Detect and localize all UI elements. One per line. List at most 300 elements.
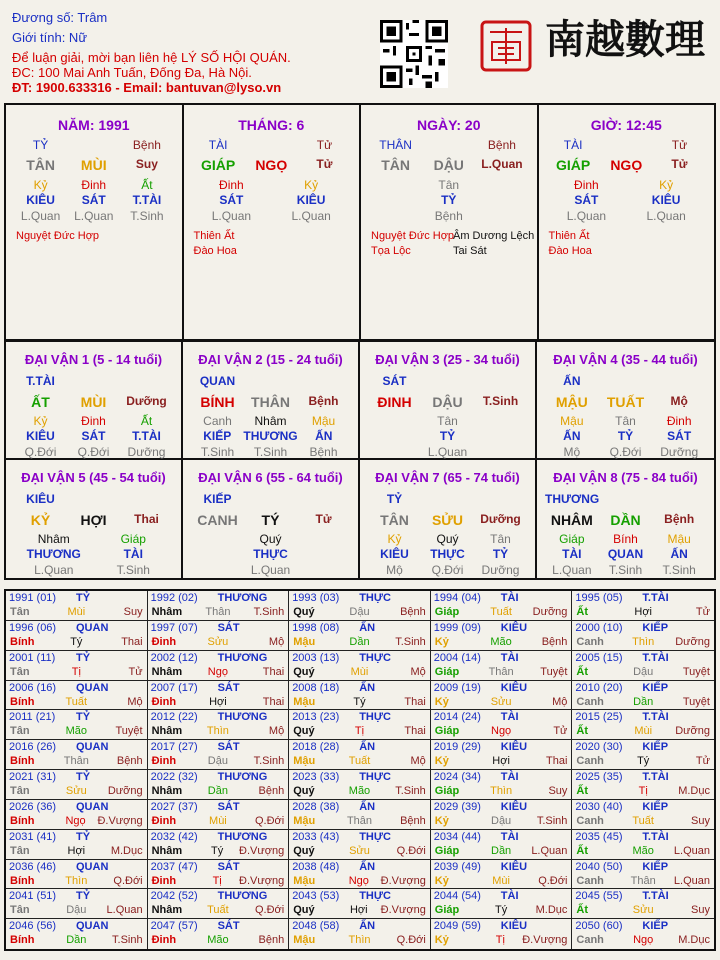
year-stem: Mậu [293, 635, 316, 648]
year-detail-row [293, 785, 426, 797]
luck-hidden-star: KIÊU [380, 547, 409, 561]
year-detail-row [293, 904, 426, 916]
luck-hidden-star-row [368, 547, 527, 561]
luck-period-title: ĐẠI VẬN 5 (45 - 54 tuổi) [21, 470, 166, 485]
luck-hidden-state-row [191, 445, 350, 459]
year-branch: Thìn [348, 934, 371, 947]
hidden-star-row [14, 193, 174, 207]
year-cell [572, 830, 714, 860]
luck-hidden-star: QUAN [607, 547, 644, 561]
luck-hidden-state: L.Quan [250, 563, 291, 577]
earthly-branch: NGỌ [255, 157, 288, 173]
year-star: THỰC [359, 890, 391, 903]
luck-hidden-star: SÁT [81, 429, 106, 443]
luck-hidden-stem: Ất [140, 414, 153, 428]
year-branch: Thân [63, 755, 89, 768]
year-detail-row [576, 696, 710, 708]
year-stem: Canh [576, 814, 604, 827]
year-detail-row [152, 725, 285, 737]
year-label: 1992 (02) [150, 592, 198, 604]
year-cell [572, 621, 714, 651]
year-branch: Hợi [492, 755, 510, 768]
hidden-star: TỶ [441, 193, 457, 207]
year-star: TÀI [500, 711, 519, 724]
year-stem: Kỷ [434, 695, 449, 708]
luck-stem: ĐINH [377, 394, 412, 410]
year-detail-row [10, 725, 143, 737]
year-state: Thai [262, 695, 285, 708]
year-branch: Dậu [491, 814, 512, 827]
luck-state: Bệnh [664, 512, 695, 526]
luck-hidden-stem-row [191, 532, 350, 546]
luck-hidden-stem: Giáp [559, 532, 585, 546]
year-cell [6, 889, 148, 919]
year-cell [289, 770, 431, 800]
year-detail-row [435, 904, 568, 916]
pillar-stem-row [369, 157, 529, 173]
luck-hidden-stem: Giáp [120, 532, 146, 546]
year-branch: Hợi [349, 904, 368, 917]
contact-line-2: ĐC: 100 Mai Anh Tuấn, Đống Đa, Hà Nội. [12, 65, 252, 80]
year-state: L.Quan [106, 904, 143, 917]
luck-hidden-star-row [14, 547, 173, 561]
year-detail-row [576, 636, 710, 648]
luck-hidden-stem: Mậu [560, 414, 584, 428]
year-cell [431, 740, 573, 770]
year-star: TỶ [76, 711, 91, 724]
year-label: 2050 (60) [575, 920, 623, 933]
year-cell [148, 800, 290, 830]
luck-star-row [14, 374, 173, 388]
year-label: 2003 (13) [292, 651, 340, 664]
spacer [599, 374, 653, 388]
year-stem: Ất [576, 725, 588, 738]
year-star: ẤN [359, 860, 376, 873]
year-label: 2042 (52) [150, 890, 198, 903]
year-branch: Tý [353, 695, 366, 708]
year-stem: Quý [293, 725, 315, 738]
year-cell [6, 860, 148, 890]
year-state: Mộ [268, 725, 285, 738]
luck-hidden-star: TỶ [492, 547, 509, 561]
year-star: KIÊU [500, 800, 528, 813]
hidden-star: SÁT [81, 193, 106, 207]
year-state: Dưỡng [107, 785, 143, 797]
luck-stem-row [191, 512, 350, 528]
hidden-star-row [369, 193, 529, 207]
luck-state: Thai [134, 512, 159, 526]
year-stem: Kỷ [434, 874, 449, 887]
header [0, 0, 720, 100]
pillar-star-row [547, 138, 707, 152]
year-star: QUAN [76, 741, 109, 754]
year-cell [148, 740, 290, 770]
luck-hidden-stem: Nhâm [37, 532, 70, 546]
luck-star-row [14, 492, 173, 506]
year-stem: Kỷ [434, 934, 449, 947]
year-star: THƯƠNG [217, 830, 268, 843]
year-detail-row [152, 606, 285, 618]
hidden-star: KIÊU [26, 193, 55, 207]
year-state: Suy [691, 904, 710, 917]
year-star: TÀI [500, 651, 519, 664]
luck-hidden-star: KIÊU [26, 429, 55, 443]
year-stem: Kỷ [434, 814, 449, 827]
hidden-stem-row [192, 178, 352, 192]
year-label: 2038 (48) [292, 860, 340, 873]
year-branch: Mão [490, 635, 512, 648]
star-state: Bệnh [132, 138, 161, 152]
pillar-star-row [192, 138, 352, 152]
note-item: Đào Hoa [193, 245, 237, 257]
note-item: Nguyệt Đức Hợp [371, 230, 455, 242]
year-star: TỶ [76, 890, 91, 903]
luck-hidden-stem-row [368, 532, 527, 546]
year-label: 2025 (35) [575, 771, 623, 783]
year-detail-row [293, 696, 426, 708]
year-cell [6, 621, 148, 651]
hidden-stem: Tân [438, 178, 460, 192]
luck-hidden-star-row [191, 429, 350, 443]
year-detail-row [152, 875, 285, 887]
year-detail-row [293, 666, 426, 678]
year-branch: Thân [346, 814, 373, 827]
luck-hidden-state: Q.Đới [431, 563, 464, 577]
year-star: THỰC [359, 592, 391, 604]
hidden-stem: Kỷ [33, 178, 48, 192]
year-branch: Sửu [490, 695, 512, 708]
main-star: TÀI [563, 138, 583, 152]
branch-state: Tử [316, 157, 333, 171]
year-star: THƯƠNG [217, 771, 268, 783]
year-state: Tuyệt [682, 665, 710, 678]
year-label: 2029 (39) [433, 800, 481, 813]
year-cell [289, 830, 431, 860]
brand-logo [540, 8, 710, 68]
luck-period-cell [6, 342, 183, 460]
year-stem: Bính [10, 755, 35, 768]
year-cell [572, 800, 714, 830]
year-label: 2046 (56) [9, 920, 57, 933]
hidden-state: Bệnh [434, 209, 463, 223]
luck-hidden-state: T.Sinh [608, 563, 643, 577]
year-branch: Hợi [209, 695, 227, 708]
hidden-stem-row [369, 178, 529, 192]
luck-stem: MẬU [555, 394, 588, 410]
year-label: 2002 (12) [150, 651, 198, 664]
luck-hidden-stem-row [14, 414, 173, 428]
year-branch: Tuất [348, 755, 371, 768]
main-star: TỶ [32, 138, 49, 152]
year-branch: Dần [633, 695, 654, 708]
year-state: Dưỡng [675, 725, 710, 738]
year-label: 2001 (11) [9, 651, 56, 664]
year-stem: Giáp [434, 606, 460, 618]
year-state: Bệnh [116, 755, 143, 768]
luck-hidden-star: THƯƠNG [243, 429, 298, 443]
year-stem: Quý [293, 665, 315, 678]
year-label: 2026 (36) [9, 800, 57, 813]
luck-hidden-stem: Đinh [666, 414, 692, 428]
year-state: Bệnh [400, 606, 426, 618]
year-state: Suy [691, 814, 710, 827]
year-detail-row [576, 666, 710, 678]
year-branch: Dần [66, 934, 87, 947]
pillar-star-row [14, 138, 174, 152]
year-cell [572, 919, 714, 949]
year-state: Mộ [268, 635, 285, 648]
year-detail-row [576, 815, 710, 827]
luck-hidden-state-row [368, 445, 527, 459]
year-detail-row [435, 815, 568, 827]
luck-hidden-star: SÁT [667, 429, 692, 443]
hidden-state-row [192, 209, 352, 223]
year-detail-row [576, 875, 710, 887]
hidden-state: L.Quan [20, 209, 61, 223]
year-state: L.Quan [673, 874, 710, 887]
spacer [652, 374, 706, 388]
year-stem: Tân [10, 844, 30, 857]
year-stem: Ất [576, 904, 588, 917]
year-star: ẤN [359, 741, 376, 754]
year-star: QUAN [76, 681, 109, 694]
spacer [67, 492, 120, 506]
year-branch: Thân [630, 874, 656, 887]
year-label: 2014 (24) [433, 711, 481, 724]
year-detail-row [576, 934, 710, 946]
year-stem: Bính [10, 695, 35, 708]
year-state: Thai [121, 635, 143, 648]
year-branch: Tị [638, 785, 648, 797]
year-branch: Ngọ [65, 814, 86, 827]
year-stem: Mậu [293, 814, 316, 827]
luck-stem: NHÂM [550, 512, 593, 528]
year-star: QUAN [76, 860, 109, 873]
luck-period-title: ĐẠI VẬN 2 (15 - 24 tuổi) [198, 352, 343, 367]
spacer [120, 374, 173, 388]
year-cell [148, 919, 290, 949]
luck-star: SÁT [382, 374, 407, 388]
year-cell [289, 740, 431, 770]
luck-hidden-stem: Canh [203, 414, 232, 428]
luck-hidden-stem: Đinh [81, 414, 106, 428]
year-state: Bệnh [258, 785, 285, 797]
luck-hidden-state: L.Quan [427, 445, 468, 459]
luck-hidden-star: ẤN [670, 547, 688, 561]
luck-star-row [545, 492, 706, 506]
luck-stem: CANH [197, 512, 238, 528]
year-stem: Đinh [151, 874, 177, 887]
year-star: THỰC [359, 830, 391, 843]
luck-hidden-stem-row [368, 414, 527, 428]
year-branch: Thìn [490, 785, 513, 797]
year-state: Thai [404, 695, 426, 708]
year-label: 2007 (17) [150, 681, 198, 694]
hidden-state: L.Quan [211, 209, 252, 223]
luck-period-cell [537, 460, 714, 578]
year-state: Dưỡng [675, 635, 710, 648]
year-stem: Nhâm [151, 904, 183, 917]
hidden-state-row [547, 209, 707, 223]
year-star: ẤN [359, 681, 376, 694]
year-branch: Dậu [633, 665, 654, 678]
luck-branch: MÙI [80, 394, 107, 410]
year-cell [572, 740, 714, 770]
year-label: 2019 (29) [433, 741, 481, 754]
year-star: TÀI [500, 830, 519, 843]
luck-hidden-stem: Tân [615, 414, 636, 428]
luck-hidden-star: THỰC [253, 547, 288, 561]
year-detail-row [435, 725, 568, 737]
heavenly-stem: TÂN [381, 157, 410, 173]
year-detail-row [293, 606, 426, 618]
luck-stem-row [368, 512, 527, 528]
luck-branch: HỢI [80, 512, 107, 528]
year-branch: Mùi [209, 814, 227, 827]
year-stem: Đinh [151, 934, 177, 947]
year-detail-row [435, 785, 568, 797]
year-branch: Tị [212, 874, 222, 887]
year-stem: Kỷ [434, 755, 449, 768]
year-branch: Tý [637, 755, 650, 768]
pillar-notes [371, 229, 454, 259]
luck-stem: TÂN [380, 512, 409, 528]
year-star: KIẾP [642, 681, 669, 694]
luck-hidden-star-row [368, 429, 527, 443]
luck-hidden-stem: Nhâm [254, 414, 287, 428]
year-label: 2010 (20) [575, 681, 623, 694]
year-stem: Tân [10, 725, 30, 738]
year-branch: Dần [207, 785, 228, 797]
year-label: 2012 (22) [150, 711, 198, 724]
year-stem: Giáp [434, 665, 460, 678]
year-stem: Nhâm [151, 785, 183, 797]
year-cell [148, 830, 290, 860]
year-branch: Mùi [67, 606, 86, 618]
year-detail-row [10, 785, 143, 797]
year-stem: Mậu [293, 874, 316, 887]
year-star: ẤN [359, 621, 376, 634]
year-star: THỰC [359, 771, 391, 783]
year-branch: Mùi [634, 725, 653, 738]
year-state: T.Sinh [395, 785, 426, 797]
year-cell [431, 889, 573, 919]
year-stem: Canh [576, 695, 604, 708]
hidden-stem: Đinh [574, 178, 599, 192]
luck-star: KIẾP [203, 492, 232, 506]
year-label: 2009 (19) [433, 681, 481, 694]
year-cell [289, 651, 431, 681]
note-item: Tọa Lộc [371, 245, 411, 257]
luck-hidden-stem: Tân [490, 532, 511, 546]
year-stem: Giáp [434, 844, 460, 857]
luck-hidden-stem: Quý [259, 532, 282, 546]
year-state: T.Sinh [112, 934, 143, 947]
hidden-stem: Đinh [81, 178, 107, 192]
year-detail-row [10, 666, 143, 678]
luck-hidden-stem: Mậu [311, 414, 336, 428]
year-label: 2004 (14) [433, 651, 481, 664]
spacer [297, 492, 350, 506]
luck-branch: SỬU [431, 512, 464, 528]
year-detail-row [152, 755, 285, 767]
star-state: Tử [671, 138, 688, 152]
hidden-star: SÁT [574, 193, 599, 207]
year-star: TỶ [76, 651, 91, 664]
year-branch: Mùi [492, 874, 510, 887]
year-branch: Tuất [490, 606, 512, 618]
year-cell [289, 800, 431, 830]
pillar-title: THÁNG: 6 [238, 117, 305, 133]
year-star: THƯƠNG [217, 651, 268, 664]
year-detail-row [435, 755, 568, 767]
year-star: ẤN [359, 800, 376, 813]
year-stem: Đinh [151, 814, 177, 827]
year-cell [148, 860, 290, 890]
luck-hidden-state: Bệnh [309, 445, 338, 459]
spacer [297, 374, 350, 388]
year-star: SÁT [217, 741, 240, 754]
year-label: 2011 (21) [9, 711, 56, 724]
year-cell [289, 710, 431, 740]
luck-stem: ẤT [31, 394, 50, 410]
luck-hidden-stem: Quý [436, 532, 459, 546]
luck-state: Bệnh [308, 394, 339, 408]
year-branch: Tý [70, 635, 83, 648]
hidden-stem: Ất [141, 178, 153, 192]
pillar-notes-2 [453, 229, 534, 259]
note-item: Âm Dương Lệch [453, 230, 535, 242]
year-label: 2036 (46) [9, 860, 57, 873]
year-state: Q.Đới [113, 874, 143, 887]
year-stem: Mậu [293, 755, 316, 768]
earthly-branch: MÙI [80, 157, 107, 173]
year-branch: Tuất [632, 814, 654, 827]
year-branch: Tý [211, 844, 224, 857]
year-cell [148, 681, 290, 711]
hidden-stem-row [547, 178, 707, 192]
year-detail-row [576, 606, 710, 618]
year-stem: Canh [576, 874, 604, 887]
luck-star-row [368, 492, 527, 506]
qr-code-icon [380, 20, 448, 88]
hidden-star: KIÊU [296, 193, 326, 207]
luck-star-row [545, 374, 706, 388]
year-state: Tử [553, 725, 568, 738]
year-state: Tuyệt [682, 695, 710, 708]
year-cell [6, 740, 148, 770]
year-stem: Nhâm [151, 606, 183, 618]
spacer [244, 492, 297, 506]
year-cell [289, 621, 431, 651]
hidden-star: SÁT [219, 193, 244, 207]
luck-hidden-star-row [191, 547, 350, 561]
year-label: 2013 (23) [292, 711, 340, 724]
year-stem: Ất [576, 785, 588, 797]
luck-hidden-state-row [545, 563, 706, 577]
year-stem: Đinh [151, 695, 177, 708]
year-state: Bệnh [541, 635, 568, 648]
year-cell [431, 770, 573, 800]
spacer [120, 492, 173, 506]
hidden-stem-row [14, 178, 174, 192]
year-star: KIÊU [500, 920, 528, 933]
year-stem: Tân [10, 785, 30, 797]
year-detail-row [10, 755, 143, 767]
year-stem: Quý [293, 606, 315, 618]
year-cell [6, 681, 148, 711]
year-label: 1999 (09) [433, 621, 481, 634]
